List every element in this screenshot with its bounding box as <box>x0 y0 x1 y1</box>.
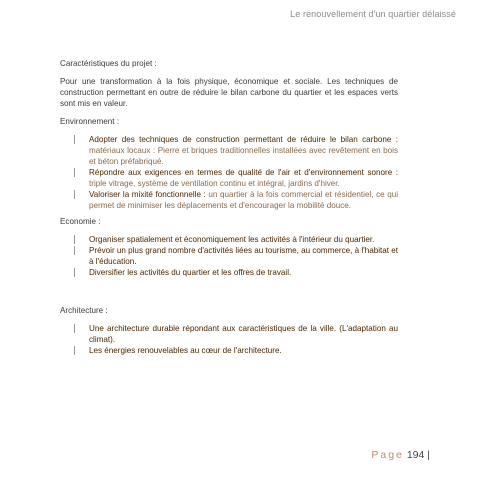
list-item <box>60 234 398 245</box>
environnement-heading: Environnement : <box>60 117 119 126</box>
bullet-bar <box>74 168 75 177</box>
page-footer <box>371 449 430 461</box>
list-item <box>60 323 398 345</box>
running-header: Le renouvellement d'un quartier délaissé <box>290 9 456 19</box>
bullet-bar <box>74 324 75 333</box>
item-detail: un quartier à la fois commercial et résidentiel, ce qui permet de minimiser les déplacements et d'encourager la mobilité douce. <box>89 190 398 210</box>
bullet-bar <box>74 268 75 277</box>
item-main: Adopter des techniques de construction permettant de réduire le bilan carbone : <box>89 135 398 144</box>
architecture-list <box>60 323 398 356</box>
item-detail: triple vitrage, système de ventilation continu et intégral, jardins d'hiver. <box>89 179 340 188</box>
intro-heading: Caractéristiques du projet : <box>60 59 157 68</box>
bullet-bar <box>74 346 75 355</box>
page-label: Page <box>371 449 404 461</box>
architecture-heading: Architecture : <box>60 306 108 315</box>
page-separator: | <box>427 449 430 461</box>
intro-paragraph: Pour une transformation à la fois physique, économique et sociale. Les techniques de construction permettant en outre de réduire le bilan carbone du quartier et les espaces verts sont mis en valeur. <box>60 77 398 108</box>
list-item <box>60 167 398 189</box>
economie-heading: Economie : <box>60 217 101 226</box>
list-item <box>60 245 398 267</box>
item-detail: matériaux locaux : Pierre et briques traditionnelles installées avec revêtement en bois et béton préfabriqué. <box>89 146 398 166</box>
bullet-bar <box>74 135 75 144</box>
page-number: 194 <box>406 449 425 461</box>
environnement-list <box>60 134 398 211</box>
list-item <box>60 345 398 356</box>
list-item <box>60 189 398 211</box>
item-text: Organiser spatialement et économiquement les activités à l'intérieur du quartier. <box>89 235 375 244</box>
economie-list <box>60 234 398 278</box>
item-text: Les énergies renouvelables au cœur de l'architecture. <box>89 346 282 355</box>
bullet-bar <box>74 246 75 255</box>
list-item <box>60 267 398 278</box>
page-content <box>60 58 398 356</box>
list-item <box>60 134 398 167</box>
item-text: Une architecture durable répondant aux caractéristiques de la ville. (L'adaptation au climat). <box>89 324 398 344</box>
item-text: Prévoir un plus grand nombre d'activités liées au tourisme, au commerce, à l'habitat et à l'éducation. <box>89 246 399 266</box>
bullet-bar <box>74 235 75 244</box>
item-main: Valoriser la mixité fonctionnelle : <box>89 190 206 199</box>
item-text: Diversifier les activités du quartier et les offres de travail. <box>89 268 292 277</box>
bullet-bar <box>74 190 75 199</box>
item-main: Répondre aux exigences en termes de qualité de l'air et d'environnement sonore : <box>89 168 398 177</box>
